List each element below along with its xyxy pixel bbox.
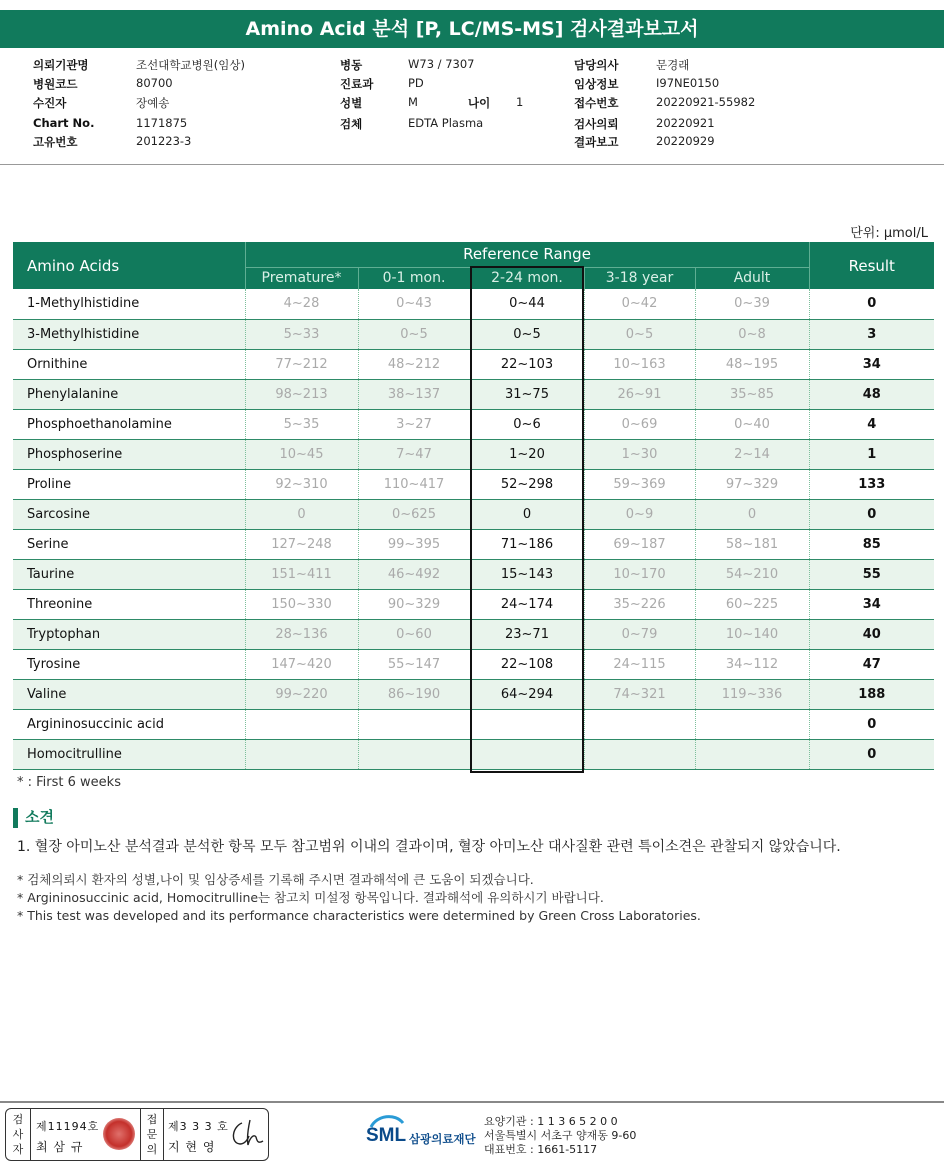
info-value: 20220929 xyxy=(656,134,715,148)
header-range-0-1-mon: 0-1 mon. xyxy=(358,267,470,289)
tester-reg-number: 제11194호 xyxy=(36,1120,100,1133)
info-label: 의뢰기관명 xyxy=(33,58,89,72)
result-value: 3 xyxy=(809,319,934,349)
reference-range-cell: 54~210 xyxy=(695,559,809,589)
header-reference-range: Reference Range xyxy=(245,242,809,267)
table-row xyxy=(13,289,934,319)
reference-range-cell: 0~8 xyxy=(695,319,809,349)
sml-logo xyxy=(363,1113,483,1153)
amino-acid-name: Sarcosine xyxy=(13,499,245,529)
reference-range-cell: 147~420 xyxy=(245,649,358,679)
info-label: 수진자 xyxy=(33,96,67,110)
reference-range-cell: 55~147 xyxy=(358,649,470,679)
note-item: * This test was developed and its performance characteristics were determined by Green Cross Laboratories. xyxy=(17,908,701,923)
table-row xyxy=(13,379,934,409)
reference-range-cell: 0~5 xyxy=(358,319,470,349)
reference-range-cell: 74~321 xyxy=(584,679,695,709)
reference-range-cell: 64~294 xyxy=(470,679,584,709)
amino-acid-name: Proline xyxy=(13,469,245,499)
reference-range-cell: 0~43 xyxy=(358,289,470,319)
result-value: 1 xyxy=(809,439,934,469)
info-label: Chart No. xyxy=(33,116,95,130)
table-footnote: * : First 6 weeks xyxy=(17,775,121,790)
amino-acid-name: 1-Methylhistidine xyxy=(13,289,245,319)
reference-range-cell: 0~625 xyxy=(358,499,470,529)
reference-range-cell: 28~136 xyxy=(245,619,358,649)
tester-name: 최 삼 규 xyxy=(36,1140,84,1154)
report-title: Amino Acid 분석 [P, LC/MS-MS] 검사결과보고서 xyxy=(0,10,944,48)
reference-range-cell: 0 xyxy=(470,499,584,529)
reference-range-cell: 35~226 xyxy=(584,589,695,619)
reference-range-cell: 3~27 xyxy=(358,409,470,439)
table-row xyxy=(13,649,934,679)
reference-range-cell: 97~329 xyxy=(695,469,809,499)
org-info-line: 서울특별시 서초구 양재동 9-60 xyxy=(484,1129,637,1142)
result-value: 133 xyxy=(809,469,934,499)
reference-range-cell: 99~395 xyxy=(358,529,470,559)
reference-range-cell: 0~69 xyxy=(584,409,695,439)
info-value: W73 / 7307 xyxy=(408,57,475,71)
reference-range-cell: 150~330 xyxy=(245,589,358,619)
result-value: 0 xyxy=(809,739,934,769)
reference-range-cell: 69~187 xyxy=(584,529,695,559)
official-seal-icon xyxy=(103,1118,135,1150)
reference-range-cell: 58~181 xyxy=(695,529,809,559)
amino-acid-name: 3-Methylhistidine xyxy=(13,319,245,349)
table-row xyxy=(13,559,934,589)
reference-range-cell xyxy=(245,709,358,739)
reference-range-cell: 26~91 xyxy=(584,379,695,409)
reference-range-cell: 22~108 xyxy=(470,649,584,679)
reference-range-cell: 110~417 xyxy=(358,469,470,499)
result-value: 55 xyxy=(809,559,934,589)
reference-range-cell: 59~369 xyxy=(584,469,695,499)
info-value: EDTA Plasma xyxy=(408,116,484,130)
info-value: 조선대학교병원(임상) xyxy=(136,58,245,72)
header-range-adult: Adult xyxy=(695,267,809,289)
organization-info xyxy=(484,1115,636,1157)
reference-range-cell: 0~6 xyxy=(470,409,584,439)
reference-range-cell: 0 xyxy=(695,499,809,529)
result-value: 85 xyxy=(809,529,934,559)
reference-range-cell xyxy=(584,709,695,739)
reference-range-cell: 35~85 xyxy=(695,379,809,409)
info-value: 80700 xyxy=(136,76,173,90)
handwritten-signature-icon xyxy=(228,1117,266,1151)
info-label: 검체 xyxy=(340,117,363,131)
amino-acid-name: Taurine xyxy=(13,559,245,589)
age-label: 나이 xyxy=(468,96,491,110)
reference-range-cell: 2~14 xyxy=(695,439,809,469)
reference-range-cell: 92~310 xyxy=(245,469,358,499)
unit-label: 단위: μmol/L xyxy=(850,226,928,241)
header-amino-acids: Amino Acids xyxy=(13,242,245,289)
note-item: * 검체의뢰시 환자의 성별,나이 및 임상증세를 기록해 주시면 결과해석에 큰 도움이 되겠습니다. xyxy=(17,872,534,887)
specialist-reg-number: 제3 3 3 호 xyxy=(168,1120,229,1133)
result-value: 47 xyxy=(809,649,934,679)
result-value: 188 xyxy=(809,679,934,709)
table-row xyxy=(13,679,934,709)
result-value: 0 xyxy=(809,709,934,739)
signature-box xyxy=(5,1108,269,1161)
sign-label-specialist: 접 문 의 xyxy=(146,1113,158,1156)
info-label: 담당의사 xyxy=(574,58,619,72)
reference-range-cell: 10~163 xyxy=(584,349,695,379)
reference-range-cell: 48~195 xyxy=(695,349,809,379)
result-value: 0 xyxy=(809,289,934,319)
info-value: 20220921-55982 xyxy=(656,95,756,109)
reference-range-cell: 71~186 xyxy=(470,529,584,559)
amino-acid-name: Threonine xyxy=(13,589,245,619)
info-label: 결과보고 xyxy=(574,135,619,149)
table-row xyxy=(13,319,934,349)
amino-acid-name: Homocitrulline xyxy=(13,739,245,769)
reference-range-cell: 90~329 xyxy=(358,589,470,619)
sign-label-tester: 검 사 자 xyxy=(12,1113,24,1156)
reference-range-cell: 119~336 xyxy=(695,679,809,709)
reference-range-cell: 48~212 xyxy=(358,349,470,379)
info-value: I97NE0150 xyxy=(656,76,720,90)
result-value: 48 xyxy=(809,379,934,409)
info-value: 장예송 xyxy=(136,96,170,110)
patient-info xyxy=(0,57,944,153)
header-result: Result xyxy=(809,242,934,289)
reference-range-cell: 77~212 xyxy=(245,349,358,379)
info-value: 20220921 xyxy=(656,116,715,130)
amino-acid-name: Ornithine xyxy=(13,349,245,379)
reference-range-cell: 22~103 xyxy=(470,349,584,379)
reference-range-cell: 127~248 xyxy=(245,529,358,559)
reference-range-cell xyxy=(695,739,809,769)
amino-acid-name: Phosphoethanolamine xyxy=(13,409,245,439)
info-label: 병동 xyxy=(340,58,363,72)
amino-acid-name: Tyrosine xyxy=(13,649,245,679)
amino-acid-name: Argininosuccinic acid xyxy=(13,709,245,739)
reference-range-cell: 7~47 xyxy=(358,439,470,469)
result-value: 34 xyxy=(809,349,934,379)
reference-range-cell: 0~44 xyxy=(470,289,584,319)
info-divider xyxy=(0,164,944,165)
info-label: 병원코드 xyxy=(33,77,78,91)
specialist-name: 지 현 영 xyxy=(168,1140,216,1154)
reference-range-cell: 99~220 xyxy=(245,679,358,709)
reference-range-cell: 86~190 xyxy=(358,679,470,709)
reference-range-cell: 0~5 xyxy=(470,319,584,349)
info-value: M xyxy=(408,95,418,109)
amino-acid-name: Serine xyxy=(13,529,245,559)
result-value: 4 xyxy=(809,409,934,439)
result-value: 0 xyxy=(809,499,934,529)
info-label: 검사의뢰 xyxy=(574,117,619,131)
reference-range-cell: 10~170 xyxy=(584,559,695,589)
table-row xyxy=(13,529,934,559)
reference-range-cell: 31~75 xyxy=(470,379,584,409)
reference-range-cell: 10~140 xyxy=(695,619,809,649)
amino-acid-name: Phenylalanine xyxy=(13,379,245,409)
reference-range-cell: 10~45 xyxy=(245,439,358,469)
table-row xyxy=(13,499,934,529)
reference-range-cell xyxy=(695,709,809,739)
reference-range-cell: 151~411 xyxy=(245,559,358,589)
notes-list xyxy=(17,871,701,925)
amino-acid-table xyxy=(13,242,934,770)
amino-acid-name: Valine xyxy=(13,679,245,709)
info-value: 1171875 xyxy=(136,116,188,130)
header-range-premature: Premature* xyxy=(245,267,358,289)
amino-acid-name: Tryptophan xyxy=(13,619,245,649)
reference-range-cell: 5~35 xyxy=(245,409,358,439)
reference-range-cell: 0 xyxy=(245,499,358,529)
amino-acid-name: Phosphoserine xyxy=(13,439,245,469)
info-value: PD xyxy=(408,76,424,90)
footer-divider xyxy=(0,1101,944,1103)
reference-range-cell: 24~174 xyxy=(470,589,584,619)
table-row xyxy=(13,739,934,769)
table-row xyxy=(13,469,934,499)
reference-range-cell xyxy=(245,739,358,769)
reference-range-cell: 38~137 xyxy=(358,379,470,409)
info-label: 성별 xyxy=(340,96,363,110)
reference-range-cell xyxy=(358,739,470,769)
reference-range-cell: 0~40 xyxy=(695,409,809,439)
org-info-line: 요양기관 : 1 1 3 6 5 2 0 0 xyxy=(484,1115,618,1128)
info-label: 접수번호 xyxy=(574,96,619,110)
findings-heading-text: 소견 xyxy=(25,808,54,826)
reference-range-cell xyxy=(470,709,584,739)
reference-range-cell xyxy=(358,709,470,739)
reference-range-cell: 0~60 xyxy=(358,619,470,649)
info-value: 문경래 xyxy=(656,58,690,72)
table-row xyxy=(13,349,934,379)
reference-range-cell: 1~30 xyxy=(584,439,695,469)
org-info-line: 대표번호 : 1661-5117 xyxy=(484,1143,598,1156)
reference-range-cell: 15~143 xyxy=(470,559,584,589)
info-label: 고유번호 xyxy=(33,135,78,149)
logo-name: 삼광의료재단 xyxy=(409,1132,476,1146)
table-row xyxy=(13,709,934,739)
result-value: 40 xyxy=(809,619,934,649)
reference-range-cell xyxy=(584,739,695,769)
reference-range-cell xyxy=(470,739,584,769)
result-value: 34 xyxy=(809,589,934,619)
header-range-2-24-mon: 2-24 mon. xyxy=(470,267,584,289)
reference-range-cell: 0~42 xyxy=(584,289,695,319)
reference-range-cell: 0~5 xyxy=(584,319,695,349)
reference-range-cell: 4~28 xyxy=(245,289,358,319)
findings-heading-bar xyxy=(13,808,18,828)
logo-mark: SML xyxy=(366,1125,407,1146)
reference-range-cell: 0~79 xyxy=(584,619,695,649)
table-row xyxy=(13,409,934,439)
info-label: 임상정보 xyxy=(574,77,619,91)
age-value: 1 xyxy=(516,95,524,109)
reference-range-cell: 46~492 xyxy=(358,559,470,589)
reference-range-cell: 34~112 xyxy=(695,649,809,679)
reference-range-cell: 23~71 xyxy=(470,619,584,649)
note-item: * Argininosuccinic acid, Homocitrulline는 참고치 미설정 항목입니다. 결과해석에 유의하시기 바랍니다. xyxy=(17,890,604,905)
header-range-3-18-year: 3-18 year xyxy=(584,267,695,289)
reference-range-cell: 0~39 xyxy=(695,289,809,319)
table-row xyxy=(13,589,934,619)
table-row xyxy=(13,619,934,649)
reference-range-cell: 1~20 xyxy=(470,439,584,469)
reference-range-cell: 52~298 xyxy=(470,469,584,499)
table-row xyxy=(13,439,934,469)
findings-text: 1. 혈장 아미노산 분석결과 분석한 항목 모두 참고범위 이내의 결과이며, 혈장 아미노산 대사질환 관련 특이소견은 관찰되지 않았습니다. xyxy=(17,839,841,855)
reference-range-cell: 24~115 xyxy=(584,649,695,679)
info-label: 진료과 xyxy=(340,77,374,91)
info-value: 201223-3 xyxy=(136,134,192,148)
reference-range-cell: 0~9 xyxy=(584,499,695,529)
reference-range-cell: 98~213 xyxy=(245,379,358,409)
reference-range-cell: 5~33 xyxy=(245,319,358,349)
reference-range-cell: 60~225 xyxy=(695,589,809,619)
